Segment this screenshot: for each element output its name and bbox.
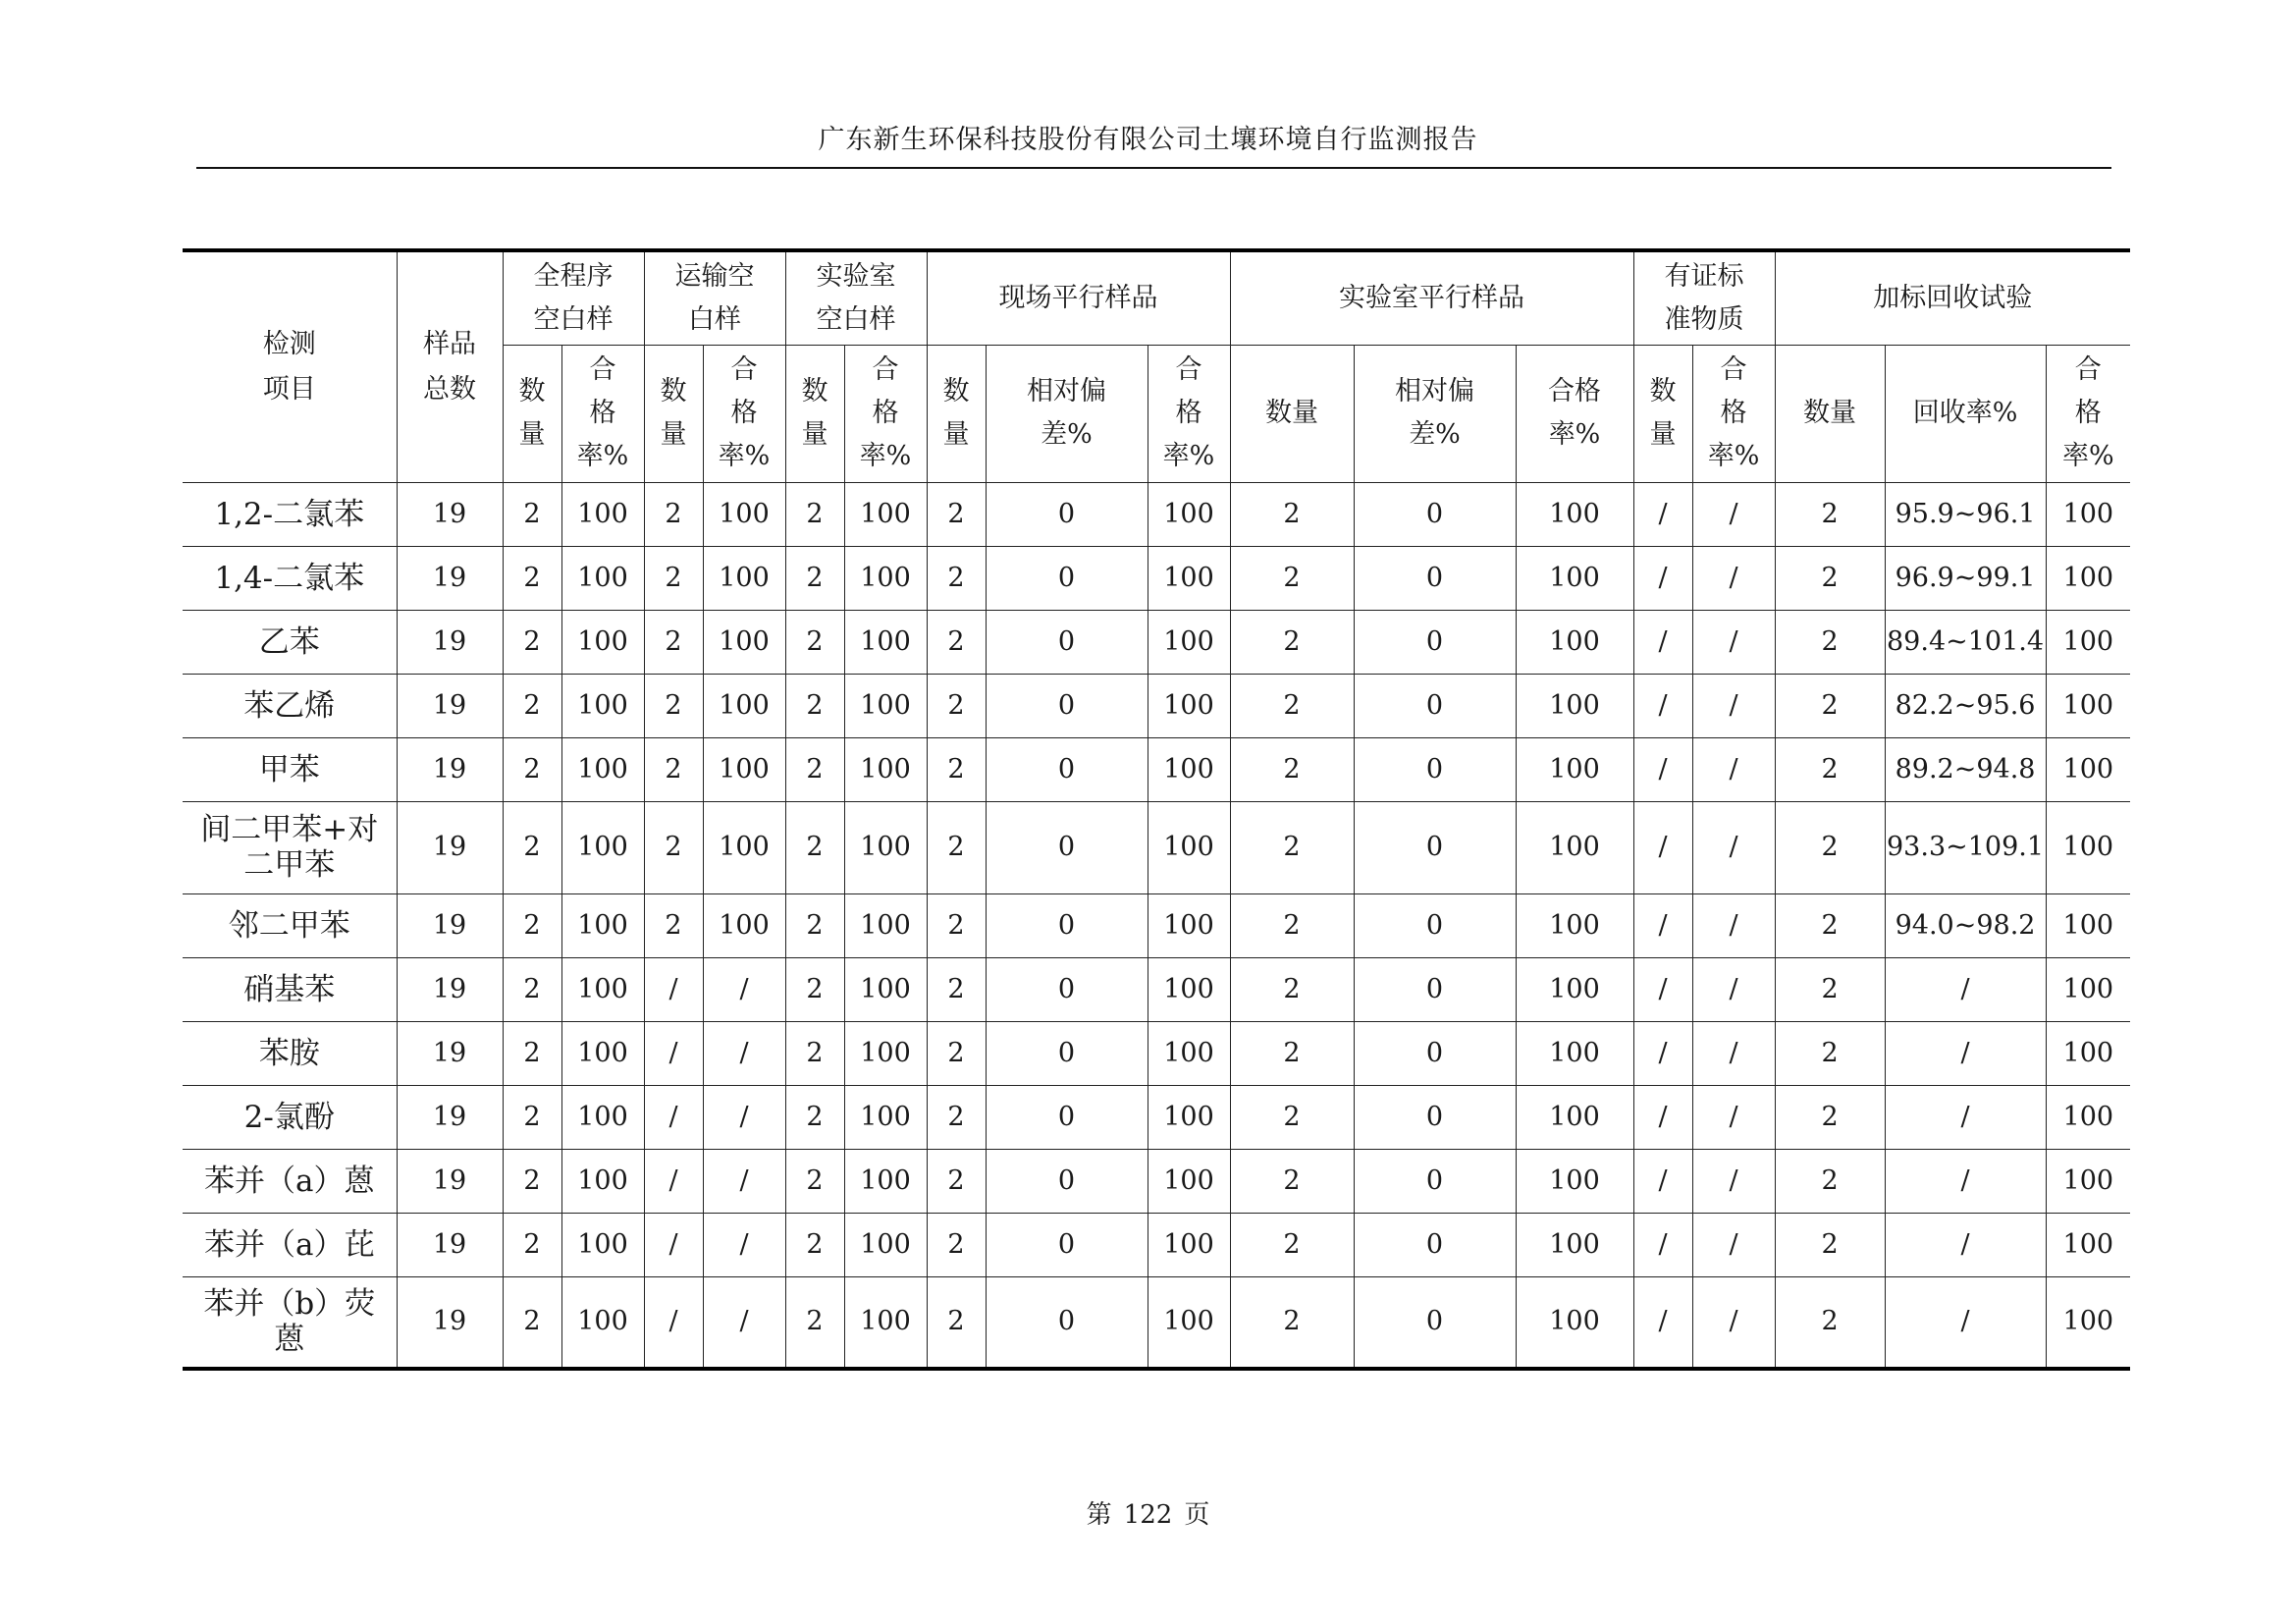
lab-parallel-rate-cell: 100 bbox=[1516, 737, 1633, 801]
table-row bbox=[183, 674, 2130, 737]
qc-table-body bbox=[183, 482, 2130, 1369]
field-parallel-deviation-cell: 0 bbox=[986, 1213, 1148, 1276]
lab-parallel-deviation-cell: 0 bbox=[1354, 1085, 1516, 1149]
full-blank-qty-cell: 2 bbox=[503, 1213, 561, 1276]
transport-blank-rate-cell: 100 bbox=[703, 674, 785, 737]
lab-blank-rate-cell: 100 bbox=[844, 1021, 927, 1085]
lab-parallel-qty-cell: 2 bbox=[1230, 801, 1354, 893]
field-parallel-deviation-cell: 0 bbox=[986, 893, 1148, 957]
sub-header-pass-rate: 合 格 率% bbox=[1692, 345, 1775, 482]
crm-rate-cell: / bbox=[1692, 1085, 1775, 1149]
lab-parallel-qty-cell: 2 bbox=[1230, 1149, 1354, 1213]
lab-parallel-rate-cell: 100 bbox=[1516, 482, 1633, 546]
full-blank-rate-cell: 100 bbox=[561, 1085, 644, 1149]
crm-qty-cell: / bbox=[1633, 674, 1692, 737]
sub-header-pass-rate: 合 格 率% bbox=[561, 345, 644, 482]
lab-blank-qty-cell: 2 bbox=[785, 546, 844, 610]
transport-blank-rate-cell: / bbox=[703, 957, 785, 1021]
crm-rate-cell: / bbox=[1692, 893, 1775, 957]
sub-header-qty: 数 量 bbox=[927, 345, 986, 482]
lab-parallel-rate-cell: 100 bbox=[1516, 546, 1633, 610]
transport-blank-qty-cell: 2 bbox=[644, 482, 703, 546]
crm-rate-cell: / bbox=[1692, 1276, 1775, 1369]
field-parallel-rate-cell: 100 bbox=[1148, 957, 1230, 1021]
spike-qty-cell: 2 bbox=[1775, 1149, 1885, 1213]
sub-header-qty: 数量 bbox=[1230, 345, 1354, 482]
spike-qty-cell: 2 bbox=[1775, 801, 1885, 893]
field-parallel-rate-cell: 100 bbox=[1148, 893, 1230, 957]
spike-rate-cell: 100 bbox=[2046, 1213, 2130, 1276]
field-parallel-rate-cell: 100 bbox=[1148, 482, 1230, 546]
item-name-cell: 苯胺 bbox=[183, 1021, 397, 1085]
lab-parallel-deviation-cell: 0 bbox=[1354, 737, 1516, 801]
item-name-cell: 苯并（a）蒽 bbox=[183, 1149, 397, 1213]
crm-qty-cell: / bbox=[1633, 1149, 1692, 1213]
spike-qty-cell: 2 bbox=[1775, 546, 1885, 610]
full-blank-rate-cell: 100 bbox=[561, 1021, 644, 1085]
spike-recovery-cell: 96.9~99.1 bbox=[1885, 546, 2046, 610]
item-name-cell: 1,2-二氯苯 bbox=[183, 482, 397, 546]
full-blank-rate-cell: 100 bbox=[561, 482, 644, 546]
lab-blank-qty-cell: 2 bbox=[785, 610, 844, 674]
crm-qty-cell: / bbox=[1633, 737, 1692, 801]
field-parallel-qty-cell: 2 bbox=[927, 957, 986, 1021]
header-divider bbox=[196, 167, 2111, 169]
lab-parallel-qty-cell: 2 bbox=[1230, 1021, 1354, 1085]
transport-blank-rate-cell: 100 bbox=[703, 546, 785, 610]
item-name-cell: 乙苯 bbox=[183, 610, 397, 674]
item-name-cell: 苯并（b）荧 蒽 bbox=[183, 1276, 397, 1369]
spike-qty-cell: 2 bbox=[1775, 482, 1885, 546]
field-parallel-deviation-cell: 0 bbox=[986, 737, 1148, 801]
crm-rate-cell: / bbox=[1692, 610, 1775, 674]
lab-blank-rate-cell: 100 bbox=[844, 1276, 927, 1369]
spike-qty-cell: 2 bbox=[1775, 893, 1885, 957]
field-parallel-rate-cell: 100 bbox=[1148, 610, 1230, 674]
crm-rate-cell: / bbox=[1692, 546, 1775, 610]
sub-header-recovery-rate: 回收率% bbox=[1885, 345, 2046, 482]
full-blank-qty-cell: 2 bbox=[503, 610, 561, 674]
sub-header-qty: 数 量 bbox=[503, 345, 561, 482]
lab-parallel-qty-cell: 2 bbox=[1230, 482, 1354, 546]
lab-parallel-qty-cell: 2 bbox=[1230, 1276, 1354, 1369]
sample-total-cell: 19 bbox=[397, 610, 503, 674]
field-parallel-qty-cell: 2 bbox=[927, 1085, 986, 1149]
crm-rate-cell: / bbox=[1692, 674, 1775, 737]
full-blank-rate-cell: 100 bbox=[561, 801, 644, 893]
crm-rate-cell: / bbox=[1692, 1149, 1775, 1213]
field-parallel-deviation-cell: 0 bbox=[986, 674, 1148, 737]
spike-recovery-cell: 95.9~96.1 bbox=[1885, 482, 2046, 546]
item-name-cell: 苯并（a）芘 bbox=[183, 1213, 397, 1276]
spike-rate-cell: 100 bbox=[2046, 1149, 2130, 1213]
lab-blank-qty-cell: 2 bbox=[785, 893, 844, 957]
transport-blank-rate-cell: / bbox=[703, 1149, 785, 1213]
lab-blank-rate-cell: 100 bbox=[844, 801, 927, 893]
spike-qty-cell: 2 bbox=[1775, 674, 1885, 737]
spike-recovery-cell: / bbox=[1885, 1085, 2046, 1149]
field-parallel-deviation-cell: 0 bbox=[986, 610, 1148, 674]
crm-qty-cell: / bbox=[1633, 610, 1692, 674]
lab-parallel-rate-cell: 100 bbox=[1516, 1085, 1633, 1149]
full-blank-rate-cell: 100 bbox=[561, 957, 644, 1021]
lab-blank-rate-cell: 100 bbox=[844, 1213, 927, 1276]
item-name-cell: 苯乙烯 bbox=[183, 674, 397, 737]
spike-rate-cell: 100 bbox=[2046, 482, 2130, 546]
field-parallel-rate-cell: 100 bbox=[1148, 1149, 1230, 1213]
table-row bbox=[183, 893, 2130, 957]
full-blank-rate-cell: 100 bbox=[561, 893, 644, 957]
field-parallel-qty-cell: 2 bbox=[927, 1213, 986, 1276]
sub-header-pass-rate: 合格 率% bbox=[1516, 345, 1633, 482]
transport-blank-rate-cell: 100 bbox=[703, 801, 785, 893]
sub-header-relative-deviation: 相对偏 差% bbox=[986, 345, 1148, 482]
spike-rate-cell: 100 bbox=[2046, 1021, 2130, 1085]
spike-recovery-cell: / bbox=[1885, 1149, 2046, 1213]
field-parallel-qty-cell: 2 bbox=[927, 801, 986, 893]
transport-blank-qty-cell: 2 bbox=[644, 674, 703, 737]
spike-recovery-cell: 89.2~94.8 bbox=[1885, 737, 2046, 801]
transport-blank-rate-cell: 100 bbox=[703, 737, 785, 801]
spike-rate-cell: 100 bbox=[2046, 893, 2130, 957]
lab-parallel-qty-cell: 2 bbox=[1230, 893, 1354, 957]
lab-parallel-deviation-cell: 0 bbox=[1354, 893, 1516, 957]
crm-rate-cell: / bbox=[1692, 1021, 1775, 1085]
field-parallel-rate-cell: 100 bbox=[1148, 1213, 1230, 1276]
crm-rate-cell: / bbox=[1692, 482, 1775, 546]
field-parallel-deviation-cell: 0 bbox=[986, 1021, 1148, 1085]
spike-recovery-cell: / bbox=[1885, 1021, 2046, 1085]
lab-parallel-rate-cell: 100 bbox=[1516, 1213, 1633, 1276]
transport-blank-rate-cell: / bbox=[703, 1276, 785, 1369]
group-header-transport-blank: 运输空 白样 bbox=[644, 250, 785, 345]
field-parallel-qty-cell: 2 bbox=[927, 1276, 986, 1369]
spike-recovery-cell: / bbox=[1885, 1213, 2046, 1276]
table-row bbox=[183, 546, 2130, 610]
spike-qty-cell: 2 bbox=[1775, 957, 1885, 1021]
report-header-title: 广东新生环保科技股份有限公司土壤环境自行监测报告 bbox=[818, 125, 1478, 155]
crm-rate-cell: / bbox=[1692, 801, 1775, 893]
transport-blank-qty-cell: / bbox=[644, 1213, 703, 1276]
qc-summary-table bbox=[183, 248, 2130, 1371]
item-name-cell: 间二甲苯+对 二甲苯 bbox=[183, 801, 397, 893]
lab-blank-rate-cell: 100 bbox=[844, 674, 927, 737]
field-parallel-qty-cell: 2 bbox=[927, 1021, 986, 1085]
transport-blank-rate-cell: 100 bbox=[703, 893, 785, 957]
group-header-crm: 有证标 准物质 bbox=[1633, 250, 1775, 345]
sub-header-pass-rate: 合 格 率% bbox=[1148, 345, 1230, 482]
sub-header-qty: 数 量 bbox=[1633, 345, 1692, 482]
transport-blank-qty-cell: / bbox=[644, 1021, 703, 1085]
table-row bbox=[183, 801, 2130, 893]
lab-blank-rate-cell: 100 bbox=[844, 482, 927, 546]
sample-total-cell: 19 bbox=[397, 1276, 503, 1369]
item-name-cell: 硝基苯 bbox=[183, 957, 397, 1021]
sample-total-cell: 19 bbox=[397, 674, 503, 737]
field-parallel-deviation-cell: 0 bbox=[986, 1085, 1148, 1149]
table-row bbox=[183, 610, 2130, 674]
spike-rate-cell: 100 bbox=[2046, 801, 2130, 893]
lab-blank-qty-cell: 2 bbox=[785, 1021, 844, 1085]
full-blank-qty-cell: 2 bbox=[503, 674, 561, 737]
table-row bbox=[183, 957, 2130, 1021]
spike-qty-cell: 2 bbox=[1775, 1085, 1885, 1149]
lab-parallel-rate-cell: 100 bbox=[1516, 674, 1633, 737]
field-parallel-rate-cell: 100 bbox=[1148, 1021, 1230, 1085]
spike-recovery-cell: 89.4~101.4 bbox=[1885, 610, 2046, 674]
sample-total-cell: 19 bbox=[397, 482, 503, 546]
lab-parallel-qty-cell: 2 bbox=[1230, 1213, 1354, 1276]
sample-total-cell: 19 bbox=[397, 801, 503, 893]
field-parallel-deviation-cell: 0 bbox=[986, 546, 1148, 610]
footer-suffix: 页 bbox=[1184, 1500, 1210, 1530]
sub-header-qty: 数 量 bbox=[785, 345, 844, 482]
spike-rate-cell: 100 bbox=[2046, 957, 2130, 1021]
sample-total-cell: 19 bbox=[397, 1021, 503, 1085]
transport-blank-qty-cell: / bbox=[644, 957, 703, 1021]
crm-qty-cell: / bbox=[1633, 1021, 1692, 1085]
field-parallel-qty-cell: 2 bbox=[927, 674, 986, 737]
spike-rate-cell: 100 bbox=[2046, 1276, 2130, 1369]
spike-qty-cell: 2 bbox=[1775, 1213, 1885, 1276]
field-parallel-deviation-cell: 0 bbox=[986, 957, 1148, 1021]
lab-blank-rate-cell: 100 bbox=[844, 893, 927, 957]
transport-blank-qty-cell: 2 bbox=[644, 893, 703, 957]
spike-rate-cell: 100 bbox=[2046, 674, 2130, 737]
col-header-total: 样品 总数 bbox=[397, 250, 503, 482]
spike-rate-cell: 100 bbox=[2046, 1085, 2130, 1149]
lab-parallel-deviation-cell: 0 bbox=[1354, 957, 1516, 1021]
lab-parallel-deviation-cell: 0 bbox=[1354, 610, 1516, 674]
lab-parallel-deviation-cell: 0 bbox=[1354, 1213, 1516, 1276]
full-blank-qty-cell: 2 bbox=[503, 1085, 561, 1149]
item-name-cell: 邻二甲苯 bbox=[183, 893, 397, 957]
full-blank-qty-cell: 2 bbox=[503, 957, 561, 1021]
spike-qty-cell: 2 bbox=[1775, 1276, 1885, 1369]
spike-recovery-cell: 94.0~98.2 bbox=[1885, 893, 2046, 957]
table-row bbox=[183, 1085, 2130, 1149]
lab-parallel-rate-cell: 100 bbox=[1516, 957, 1633, 1021]
sample-total-cell: 19 bbox=[397, 546, 503, 610]
field-parallel-rate-cell: 100 bbox=[1148, 737, 1230, 801]
lab-parallel-deviation-cell: 0 bbox=[1354, 1276, 1516, 1369]
lab-parallel-rate-cell: 100 bbox=[1516, 610, 1633, 674]
lab-blank-rate-cell: 100 bbox=[844, 1085, 927, 1149]
lab-parallel-qty-cell: 2 bbox=[1230, 1085, 1354, 1149]
field-parallel-deviation-cell: 0 bbox=[986, 1276, 1148, 1369]
full-blank-qty-cell: 2 bbox=[503, 1021, 561, 1085]
group-header-lab-parallel: 实验室平行样品 bbox=[1230, 250, 1633, 345]
field-parallel-rate-cell: 100 bbox=[1148, 1276, 1230, 1369]
item-name-cell: 2-氯酚 bbox=[183, 1085, 397, 1149]
sub-header-relative-deviation: 相对偏 差% bbox=[1354, 345, 1516, 482]
page-footer bbox=[0, 1494, 2296, 1531]
item-name-cell: 1,4-二氯苯 bbox=[183, 546, 397, 610]
lab-blank-rate-cell: 100 bbox=[844, 737, 927, 801]
spike-rate-cell: 100 bbox=[2046, 546, 2130, 610]
lab-blank-rate-cell: 100 bbox=[844, 546, 927, 610]
sub-header-pass-rate: 合 格 率% bbox=[703, 345, 785, 482]
sample-total-cell: 19 bbox=[397, 893, 503, 957]
transport-blank-rate-cell: 100 bbox=[703, 610, 785, 674]
lab-blank-rate-cell: 100 bbox=[844, 610, 927, 674]
full-blank-qty-cell: 2 bbox=[503, 1149, 561, 1213]
lab-blank-qty-cell: 2 bbox=[785, 1213, 844, 1276]
transport-blank-qty-cell: 2 bbox=[644, 801, 703, 893]
crm-qty-cell: / bbox=[1633, 1276, 1692, 1369]
full-blank-qty-cell: 2 bbox=[503, 893, 561, 957]
crm-rate-cell: / bbox=[1692, 737, 1775, 801]
transport-blank-qty-cell: 2 bbox=[644, 737, 703, 801]
lab-blank-qty-cell: 2 bbox=[785, 801, 844, 893]
transport-blank-rate-cell: / bbox=[703, 1213, 785, 1276]
lab-parallel-rate-cell: 100 bbox=[1516, 1276, 1633, 1369]
lab-parallel-qty-cell: 2 bbox=[1230, 674, 1354, 737]
col-header-item: 检测 项目 bbox=[183, 250, 397, 482]
lab-blank-qty-cell: 2 bbox=[785, 482, 844, 546]
table-row bbox=[183, 1021, 2130, 1085]
sub-header-pass-rate: 合 格 率% bbox=[2046, 345, 2130, 482]
lab-parallel-deviation-cell: 0 bbox=[1354, 801, 1516, 893]
sub-header-qty: 数 量 bbox=[644, 345, 703, 482]
transport-blank-qty-cell: / bbox=[644, 1085, 703, 1149]
full-blank-rate-cell: 100 bbox=[561, 610, 644, 674]
full-blank-rate-cell: 100 bbox=[561, 546, 644, 610]
lab-blank-rate-cell: 100 bbox=[844, 1149, 927, 1213]
crm-qty-cell: / bbox=[1633, 1085, 1692, 1149]
field-parallel-deviation-cell: 0 bbox=[986, 1149, 1148, 1213]
sub-header-pass-rate: 合 格 率% bbox=[844, 345, 927, 482]
transport-blank-qty-cell: 2 bbox=[644, 546, 703, 610]
full-blank-qty-cell: 2 bbox=[503, 801, 561, 893]
spike-recovery-cell: 82.2~95.6 bbox=[1885, 674, 2046, 737]
field-parallel-qty-cell: 2 bbox=[927, 482, 986, 546]
crm-qty-cell: / bbox=[1633, 893, 1692, 957]
field-parallel-qty-cell: 2 bbox=[927, 737, 986, 801]
full-blank-rate-cell: 100 bbox=[561, 1276, 644, 1369]
transport-blank-qty-cell: / bbox=[644, 1149, 703, 1213]
crm-qty-cell: / bbox=[1633, 957, 1692, 1021]
table-row bbox=[183, 1149, 2130, 1213]
full-blank-qty-cell: 2 bbox=[503, 482, 561, 546]
lab-parallel-qty-cell: 2 bbox=[1230, 546, 1354, 610]
lab-parallel-qty-cell: 2 bbox=[1230, 957, 1354, 1021]
lab-parallel-deviation-cell: 0 bbox=[1354, 546, 1516, 610]
transport-blank-rate-cell: 100 bbox=[703, 482, 785, 546]
field-parallel-rate-cell: 100 bbox=[1148, 801, 1230, 893]
transport-blank-qty-cell: / bbox=[644, 1276, 703, 1369]
spike-recovery-cell: 93.3~109.1 bbox=[1885, 801, 2046, 893]
lab-parallel-rate-cell: 100 bbox=[1516, 1149, 1633, 1213]
spike-rate-cell: 100 bbox=[2046, 610, 2130, 674]
transport-blank-qty-cell: 2 bbox=[644, 610, 703, 674]
crm-rate-cell: / bbox=[1692, 1213, 1775, 1276]
crm-qty-cell: / bbox=[1633, 1213, 1692, 1276]
lab-blank-qty-cell: 2 bbox=[785, 1085, 844, 1149]
footer-prefix: 第 bbox=[1086, 1500, 1112, 1530]
spike-recovery-cell: / bbox=[1885, 957, 2046, 1021]
full-blank-qty-cell: 2 bbox=[503, 1276, 561, 1369]
sample-total-cell: 19 bbox=[397, 957, 503, 1021]
lab-parallel-qty-cell: 2 bbox=[1230, 737, 1354, 801]
table-row bbox=[183, 1276, 2130, 1369]
table-row bbox=[183, 1213, 2130, 1276]
lab-blank-qty-cell: 2 bbox=[785, 737, 844, 801]
group-header-field-parallel: 现场平行样品 bbox=[927, 250, 1230, 345]
lab-blank-qty-cell: 2 bbox=[785, 1149, 844, 1213]
group-header-lab-blank: 实验室 空白样 bbox=[785, 250, 927, 345]
field-parallel-qty-cell: 2 bbox=[927, 610, 986, 674]
full-blank-rate-cell: 100 bbox=[561, 737, 644, 801]
field-parallel-rate-cell: 100 bbox=[1148, 1085, 1230, 1149]
full-blank-rate-cell: 100 bbox=[561, 1149, 644, 1213]
spike-rate-cell: 100 bbox=[2046, 737, 2130, 801]
lab-parallel-rate-cell: 100 bbox=[1516, 1021, 1633, 1085]
sample-total-cell: 19 bbox=[397, 1213, 503, 1276]
lab-blank-rate-cell: 100 bbox=[844, 957, 927, 1021]
lab-parallel-qty-cell: 2 bbox=[1230, 610, 1354, 674]
spike-qty-cell: 2 bbox=[1775, 1021, 1885, 1085]
group-header-spike-recovery: 加标回收试验 bbox=[1775, 250, 2130, 345]
crm-rate-cell: / bbox=[1692, 957, 1775, 1021]
field-parallel-qty-cell: 2 bbox=[927, 893, 986, 957]
lab-parallel-rate-cell: 100 bbox=[1516, 893, 1633, 957]
group-header-full-blank: 全程序 空白样 bbox=[503, 250, 644, 345]
full-blank-rate-cell: 100 bbox=[561, 1213, 644, 1276]
sample-total-cell: 19 bbox=[397, 737, 503, 801]
transport-blank-rate-cell: / bbox=[703, 1021, 785, 1085]
lab-blank-qty-cell: 2 bbox=[785, 1276, 844, 1369]
crm-qty-cell: / bbox=[1633, 482, 1692, 546]
full-blank-qty-cell: 2 bbox=[503, 737, 561, 801]
field-parallel-rate-cell: 100 bbox=[1148, 546, 1230, 610]
crm-qty-cell: / bbox=[1633, 801, 1692, 893]
spike-recovery-cell: / bbox=[1885, 1276, 2046, 1369]
field-parallel-qty-cell: 2 bbox=[927, 546, 986, 610]
lab-blank-qty-cell: 2 bbox=[785, 674, 844, 737]
sample-total-cell: 19 bbox=[397, 1085, 503, 1149]
lab-parallel-deviation-cell: 0 bbox=[1354, 1021, 1516, 1085]
crm-qty-cell: / bbox=[1633, 546, 1692, 610]
table-row bbox=[183, 737, 2130, 801]
lab-blank-qty-cell: 2 bbox=[785, 957, 844, 1021]
field-parallel-deviation-cell: 0 bbox=[986, 801, 1148, 893]
transport-blank-rate-cell: / bbox=[703, 1085, 785, 1149]
lab-parallel-deviation-cell: 0 bbox=[1354, 482, 1516, 546]
lab-parallel-rate-cell: 100 bbox=[1516, 801, 1633, 893]
full-blank-qty-cell: 2 bbox=[503, 546, 561, 610]
header-row-groups bbox=[183, 250, 2130, 345]
page-number: 122 bbox=[1123, 1500, 1173, 1530]
spike-qty-cell: 2 bbox=[1775, 737, 1885, 801]
sample-total-cell: 19 bbox=[397, 1149, 503, 1213]
table-row bbox=[183, 482, 2130, 546]
full-blank-rate-cell: 100 bbox=[561, 674, 644, 737]
field-parallel-qty-cell: 2 bbox=[927, 1149, 986, 1213]
item-name-cell: 甲苯 bbox=[183, 737, 397, 801]
field-parallel-rate-cell: 100 bbox=[1148, 674, 1230, 737]
lab-parallel-deviation-cell: 0 bbox=[1354, 1149, 1516, 1213]
lab-parallel-deviation-cell: 0 bbox=[1354, 674, 1516, 737]
sub-header-qty: 数量 bbox=[1775, 345, 1885, 482]
field-parallel-deviation-cell: 0 bbox=[986, 482, 1148, 546]
spike-qty-cell: 2 bbox=[1775, 610, 1885, 674]
